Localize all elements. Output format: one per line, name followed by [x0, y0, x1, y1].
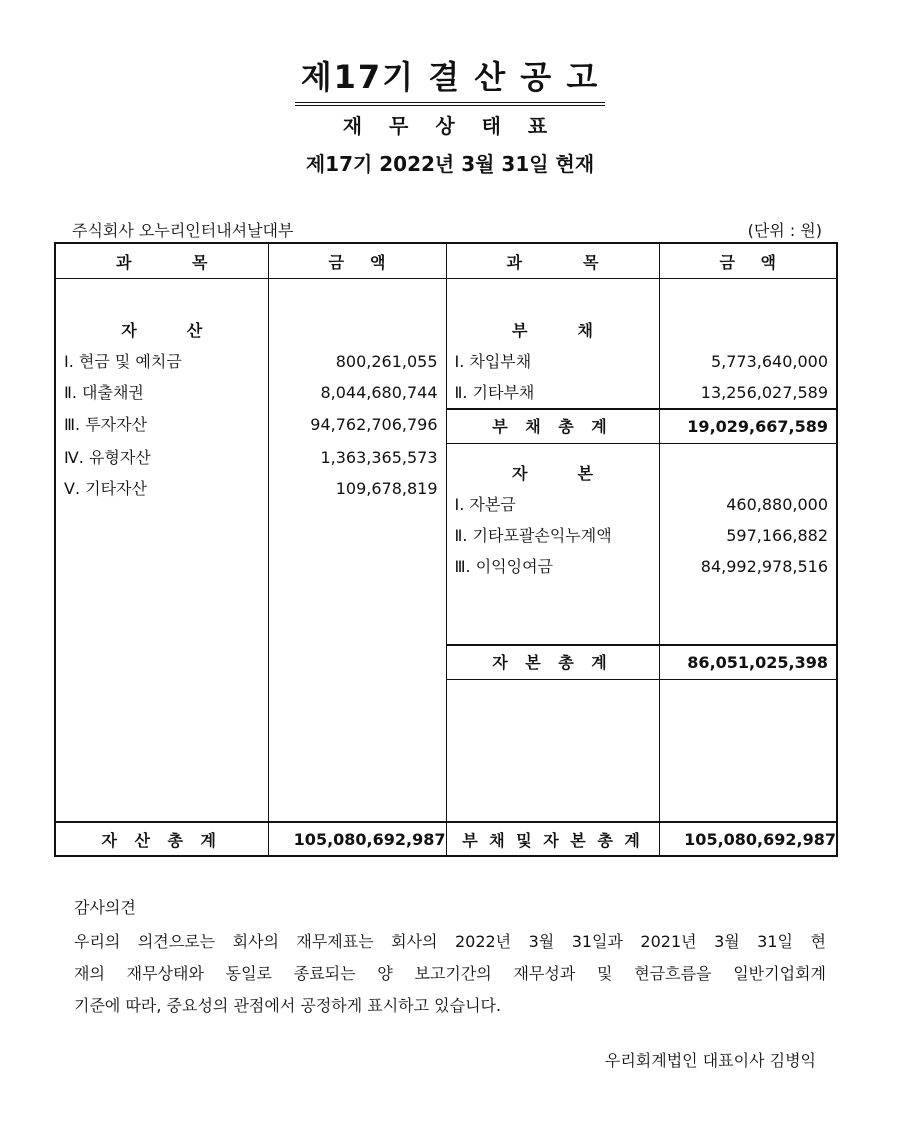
liabilities-equity-total-label: 부 채 및 자 본 총 계 [446, 822, 659, 856]
auditor-signature: 우리회계법인 대표이사 김병익 [604, 1051, 816, 1070]
col-header-amount-left: 금 액 [268, 243, 446, 279]
section-heading-liabilities: 부 채 [512, 321, 593, 340]
asset-item-label: Ⅳ. 유형자산 [64, 448, 151, 467]
table-header-row [55, 243, 837, 279]
asset-item-label: Ⅲ. 투자자산 [64, 415, 148, 434]
equity-item-label: Ⅲ. 이익잉여금 [454, 557, 553, 576]
assets-total-label: 자 산 총 계 [55, 822, 268, 856]
asset-item-amount: 94,762,706,796 [310, 415, 438, 434]
audit-opinion-line: 기준에 따라, 중요성의 관점에서 공정하게 표시하고 있습니다. [74, 996, 502, 1015]
liabilities-equity-label-column [446, 279, 659, 823]
equity-total-label: 자 본 총 계 [447, 644, 659, 680]
asset-item-label: Ⅱ. 대출채권 [64, 383, 144, 402]
statement-period: 제17기 2022년 3월 31일 현재 [305, 152, 595, 176]
equity-item-label: Ⅱ. 기타포괄손익누계액 [454, 526, 612, 545]
liabilities-equity-amount-column [659, 279, 837, 823]
currency-unit: (단위 : 원) [747, 221, 822, 240]
equity-item-amount: 597,166,882 [726, 526, 828, 545]
liability-item-label: Ⅰ. 차입부채 [454, 352, 532, 371]
asset-item-amount: 8,044,680,744 [320, 383, 438, 402]
equity-item-amount: 84,992,978,516 [700, 557, 828, 576]
statement-title: 재 무 상 태 표 [342, 114, 558, 138]
asset-item-amount: 800,261,055 [335, 352, 438, 371]
document-title: 제17기 결 산 공 고 [0, 52, 900, 106]
asset-item-amount: 109,678,819 [335, 479, 438, 498]
table-body-row [55, 279, 837, 823]
col-header-amount-right: 금 액 [659, 243, 837, 279]
liabilities-total-amount: 19,029,667,589 [660, 408, 837, 444]
audit-opinion-line: 재의 재무상태와 동일로 종료되는 양 보고기간의 재무성과 및 현금흐름을 일반기업회계 [74, 964, 826, 983]
assets-total-amount: 105,080,692,987 [268, 822, 446, 856]
liabilities-total-label: 부 채 총 계 [447, 408, 659, 444]
section-heading-equity: 자 본 [512, 464, 593, 483]
liability-item-amount: 5,773,640,000 [710, 352, 828, 371]
col-header-item-right: 과 목 [446, 243, 659, 279]
assets-label-column [55, 279, 268, 823]
asset-item-amount: 1,363,365,573 [320, 448, 438, 467]
audit-opinion-line: 우리의 의견으로는 회사의 재무제표는 회사의 2022년 3월 31일과 2021년 3월 31일 현 [74, 932, 826, 951]
liabilities-equity-total-amount: 105,080,692,987 [659, 822, 837, 856]
liability-item-label: Ⅱ. 기타부채 [454, 383, 535, 402]
equity-item-label: Ⅰ. 자본금 [454, 495, 516, 514]
asset-item-label: Ⅴ. 기타자산 [64, 479, 147, 498]
table-footer-row [55, 822, 837, 856]
audit-opinion-heading: 감사의견 [74, 898, 136, 917]
assets-amount-column [268, 279, 446, 823]
asset-item-label: Ⅰ. 현금 및 예치금 [64, 352, 182, 371]
equity-item-amount: 460,880,000 [726, 495, 828, 514]
section-heading-assets: 자 산 [121, 321, 203, 340]
audit-opinion [74, 896, 826, 1022]
liability-item-amount: 13,256,027,589 [700, 383, 828, 402]
col-header-item-left: 과 목 [55, 243, 268, 279]
company-name: 주식회사 오누리인터내셔날대부 [72, 221, 294, 240]
balance-sheet-table [54, 242, 838, 857]
equity-total-amount: 86,051,025,398 [660, 644, 837, 680]
